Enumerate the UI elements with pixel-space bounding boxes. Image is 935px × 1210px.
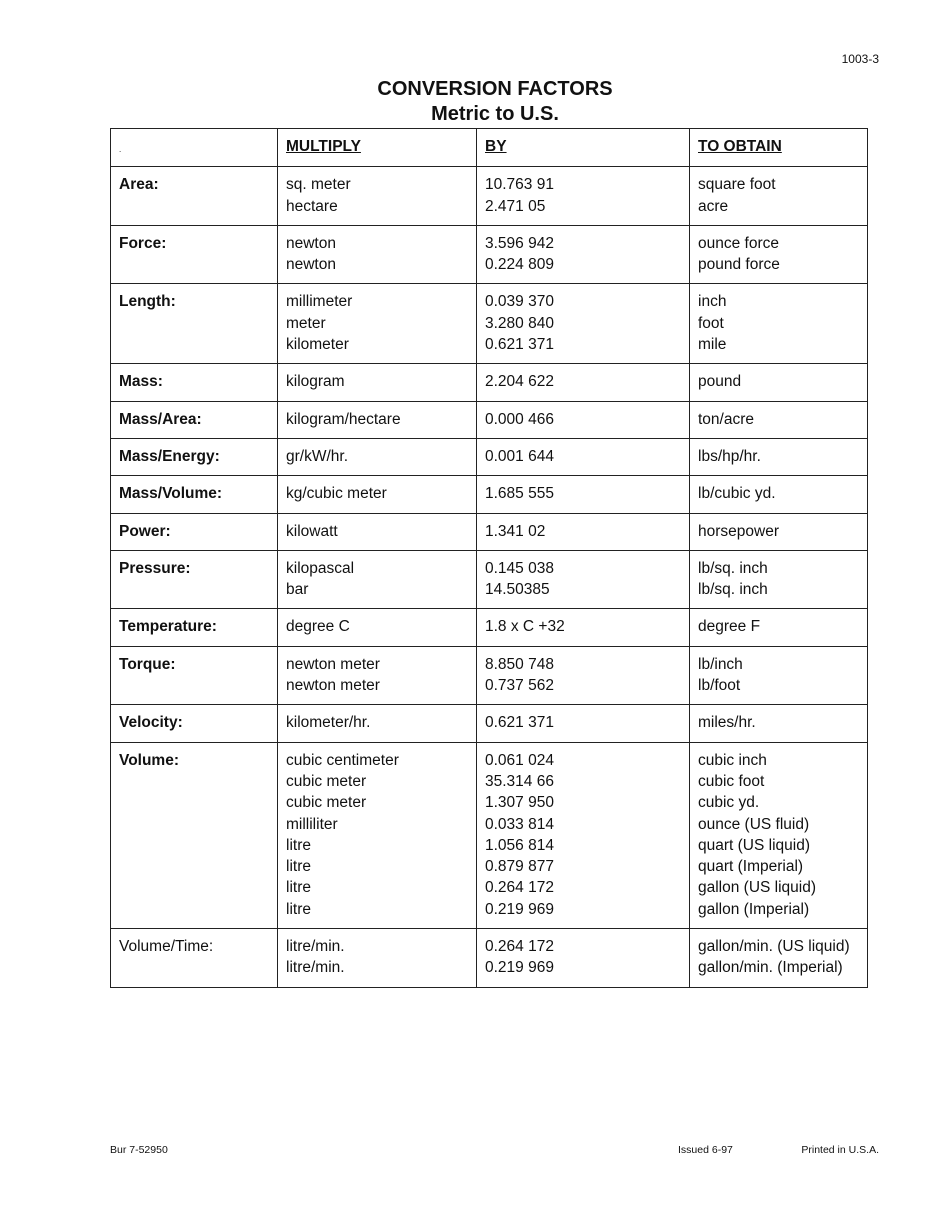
to-obtain-value: miles/hr.	[698, 714, 756, 732]
factor-cell	[477, 646, 690, 705]
to-obtain-value: horsepower	[698, 522, 779, 540]
table-row	[111, 705, 868, 742]
page-subtitle: Metric to U.S.	[431, 103, 559, 125]
multiply-cell	[278, 609, 477, 646]
to-obtain-value: inch	[698, 293, 727, 311]
multiply-value: kg/cubic meter	[286, 485, 387, 503]
factor-value: 0.621 371	[485, 336, 554, 354]
to-obtain-value: quart (Imperial)	[698, 858, 804, 876]
multiply-value: litre	[286, 879, 311, 897]
to-obtain-value: lb/sq. inch	[698, 581, 768, 599]
table-row	[111, 401, 868, 438]
table-row	[111, 364, 868, 401]
header-to-obtain: TO OBTAIN	[698, 138, 782, 155]
factor-value: 0.737 562	[485, 677, 554, 695]
title-block	[0, 77, 935, 127]
multiply-value: litre/min.	[286, 959, 345, 977]
multiply-value: cubic meter	[286, 772, 367, 790]
footer-issued: Issued 6-97	[678, 1144, 733, 1156]
factor-cell	[477, 609, 690, 646]
category-cell	[111, 646, 278, 705]
to-obtain-cell	[690, 284, 868, 364]
multiply-value: kilogram/hectare	[286, 410, 401, 428]
factor-cell	[477, 167, 690, 226]
multiply-value: degree C	[286, 618, 350, 636]
factor-value: 0.264 172	[485, 938, 554, 956]
multiply-cell	[278, 476, 477, 513]
multiply-value: litre/min.	[286, 938, 345, 956]
header-corner-cell	[111, 129, 278, 167]
category-label: Length:	[119, 293, 176, 311]
factor-cell	[477, 705, 690, 742]
to-obtain-value: foot	[698, 314, 724, 332]
factor-value: 1.685 555	[485, 485, 554, 503]
multiply-value: millimeter	[286, 293, 353, 311]
multiply-value: kilowatt	[286, 522, 338, 540]
multiply-cell	[278, 225, 477, 284]
to-obtain-cell	[690, 513, 868, 550]
multiply-value: sq. meter	[286, 176, 351, 194]
to-obtain-cell	[690, 401, 868, 438]
table-row	[111, 742, 868, 928]
to-obtain-value: square foot	[698, 176, 776, 194]
multiply-value: newton	[286, 234, 336, 252]
table-row	[111, 513, 868, 550]
category-cell	[111, 364, 278, 401]
table-row	[111, 646, 868, 705]
factor-cell	[477, 401, 690, 438]
to-obtain-value: cubic yd.	[698, 794, 760, 812]
multiply-value: kilometer	[286, 336, 349, 354]
multiply-value: gr/kW/hr.	[286, 447, 349, 465]
to-obtain-value: degree F	[698, 618, 761, 636]
factor-value: 0.145 038	[485, 559, 554, 577]
table-row	[111, 476, 868, 513]
factor-value: 0.879 877	[485, 858, 554, 876]
multiply-cell	[278, 364, 477, 401]
to-obtain-value: gallon/min. (Imperial)	[698, 959, 843, 977]
factor-value: 1.341 02	[485, 522, 546, 540]
multiply-value: kilopascal	[286, 559, 355, 577]
category-cell	[111, 401, 278, 438]
to-obtain-value: lbs/hp/hr.	[698, 447, 761, 465]
multiply-cell	[278, 550, 477, 609]
page-title: CONVERSION FACTORS	[377, 78, 613, 100]
table-header-row	[111, 129, 868, 167]
footer-printed: Printed in U.S.A.	[801, 1144, 879, 1156]
multiply-value: cubic centimeter	[286, 751, 399, 769]
multiply-cell	[278, 513, 477, 550]
to-obtain-value: ton/acre	[698, 410, 755, 428]
category-cell	[111, 742, 278, 928]
factor-value: 1.8 x C +32	[485, 618, 565, 636]
factor-cell	[477, 742, 690, 928]
to-obtain-cell	[690, 929, 868, 988]
category-label: Temperature:	[119, 618, 217, 636]
category-label: Force:	[119, 234, 167, 252]
factor-value: 0.001 644	[485, 447, 554, 465]
factor-value: 3.280 840	[485, 314, 554, 332]
to-obtain-value: ounce force	[698, 234, 779, 252]
conversion-table-body	[111, 129, 868, 988]
factor-value: 1.056 814	[485, 836, 554, 854]
conversion-table	[110, 128, 868, 988]
category-cell	[111, 225, 278, 284]
to-obtain-cell	[690, 476, 868, 513]
factor-value: 35.314 66	[485, 772, 554, 790]
to-obtain-value: pound force	[698, 256, 780, 274]
multiply-cell	[278, 438, 477, 475]
factor-value: 0.219 969	[485, 959, 554, 977]
category-cell	[111, 438, 278, 475]
multiply-cell	[278, 646, 477, 705]
factor-value: 0.000 466	[485, 410, 554, 428]
header-by: BY	[485, 138, 507, 155]
category-label: Volume:	[119, 751, 179, 769]
to-obtain-value: mile	[698, 336, 727, 354]
table-row	[111, 284, 868, 364]
multiply-value: litre	[286, 900, 311, 918]
table-row	[111, 438, 868, 475]
table-row	[111, 609, 868, 646]
to-obtain-cell	[690, 742, 868, 928]
multiply-cell	[278, 742, 477, 928]
to-obtain-value: cubic foot	[698, 772, 765, 790]
factor-cell	[477, 550, 690, 609]
page-number: 1003-3	[841, 52, 879, 66]
header-corner-mark: .	[119, 145, 122, 154]
factor-cell	[477, 513, 690, 550]
multiply-value: newton	[286, 256, 336, 274]
category-cell	[111, 476, 278, 513]
category-label: Pressure:	[119, 559, 191, 577]
factor-value: 0.061 024	[485, 751, 554, 769]
multiply-cell	[278, 929, 477, 988]
factor-cell	[477, 284, 690, 364]
to-obtain-value: lb/foot	[698, 677, 741, 695]
factor-cell	[477, 364, 690, 401]
category-label: Area:	[119, 176, 159, 194]
to-obtain-value: acre	[698, 197, 729, 215]
header-multiply-cell	[278, 129, 477, 167]
to-obtain-value: lb/inch	[698, 655, 743, 673]
category-cell	[111, 513, 278, 550]
footer-code: Bur 7-52950	[110, 1144, 168, 1156]
multiply-value: hectare	[286, 197, 338, 215]
header-to-obtain-cell	[690, 129, 868, 167]
multiply-value: kilometer/hr.	[286, 714, 371, 732]
factor-value: 0.033 814	[485, 815, 554, 833]
factor-value: 14.50385	[485, 581, 550, 599]
category-label: Mass/Energy:	[119, 447, 220, 465]
to-obtain-value: lb/sq. inch	[698, 559, 768, 577]
multiply-value: kilogram	[286, 373, 345, 391]
table-row	[111, 225, 868, 284]
multiply-value: bar	[286, 581, 309, 599]
category-label: Mass:	[119, 373, 163, 391]
category-cell	[111, 705, 278, 742]
multiply-cell	[278, 167, 477, 226]
factor-cell	[477, 438, 690, 475]
to-obtain-value: ounce (US fluid)	[698, 815, 810, 833]
category-cell	[111, 609, 278, 646]
to-obtain-value: gallon (US liquid)	[698, 879, 817, 897]
factor-value: 10.763 91	[485, 176, 554, 194]
to-obtain-cell	[690, 364, 868, 401]
to-obtain-cell	[690, 705, 868, 742]
factor-cell	[477, 929, 690, 988]
factor-value: 0.219 969	[485, 900, 554, 918]
factor-value: 2.204 622	[485, 373, 554, 391]
factor-value: 8.850 748	[485, 655, 554, 673]
factor-cell	[477, 476, 690, 513]
factor-value: 0.621 371	[485, 714, 554, 732]
factor-value: 0.039 370	[485, 293, 554, 311]
to-obtain-value: gallon/min. (US liquid)	[698, 938, 850, 956]
header-by-cell	[477, 129, 690, 167]
to-obtain-cell	[690, 646, 868, 705]
to-obtain-cell	[690, 225, 868, 284]
table-row	[111, 550, 868, 609]
factor-value: 0.224 809	[485, 256, 554, 274]
category-label: Mass/Area:	[119, 410, 202, 428]
category-label: Power:	[119, 522, 171, 540]
multiply-cell	[278, 401, 477, 438]
to-obtain-cell	[690, 550, 868, 609]
to-obtain-cell	[690, 609, 868, 646]
factor-value: 1.307 950	[485, 794, 554, 812]
to-obtain-value: gallon (Imperial)	[698, 900, 810, 918]
multiply-cell	[278, 284, 477, 364]
header-multiply: MULTIPLY	[286, 138, 361, 155]
category-label: Velocity:	[119, 714, 183, 732]
multiply-value: newton meter	[286, 655, 380, 673]
to-obtain-value: lb/cubic yd.	[698, 485, 776, 503]
factor-value: 0.264 172	[485, 879, 554, 897]
to-obtain-cell	[690, 438, 868, 475]
multiply-value: newton meter	[286, 677, 380, 695]
category-label: Mass/Volume:	[119, 485, 223, 503]
multiply-cell	[278, 705, 477, 742]
category-label: Torque:	[119, 655, 176, 673]
category-cell	[111, 550, 278, 609]
to-obtain-value: pound	[698, 373, 742, 391]
factor-cell	[477, 225, 690, 284]
multiply-value: cubic meter	[286, 794, 367, 812]
category-label: Volume/Time:	[119, 938, 214, 956]
category-cell	[111, 929, 278, 988]
to-obtain-value: quart (US liquid)	[698, 836, 810, 854]
to-obtain-cell	[690, 167, 868, 226]
table-row	[111, 929, 868, 988]
category-cell	[111, 284, 278, 364]
multiply-value: litre	[286, 836, 311, 854]
factor-value: 3.596 942	[485, 234, 554, 252]
category-cell	[111, 167, 278, 226]
multiply-value: litre	[286, 858, 311, 876]
to-obtain-value: cubic inch	[698, 751, 767, 769]
factor-value: 2.471 05	[485, 197, 546, 215]
table-row	[111, 167, 868, 226]
multiply-value: milliliter	[286, 815, 338, 833]
multiply-value: meter	[286, 314, 326, 332]
